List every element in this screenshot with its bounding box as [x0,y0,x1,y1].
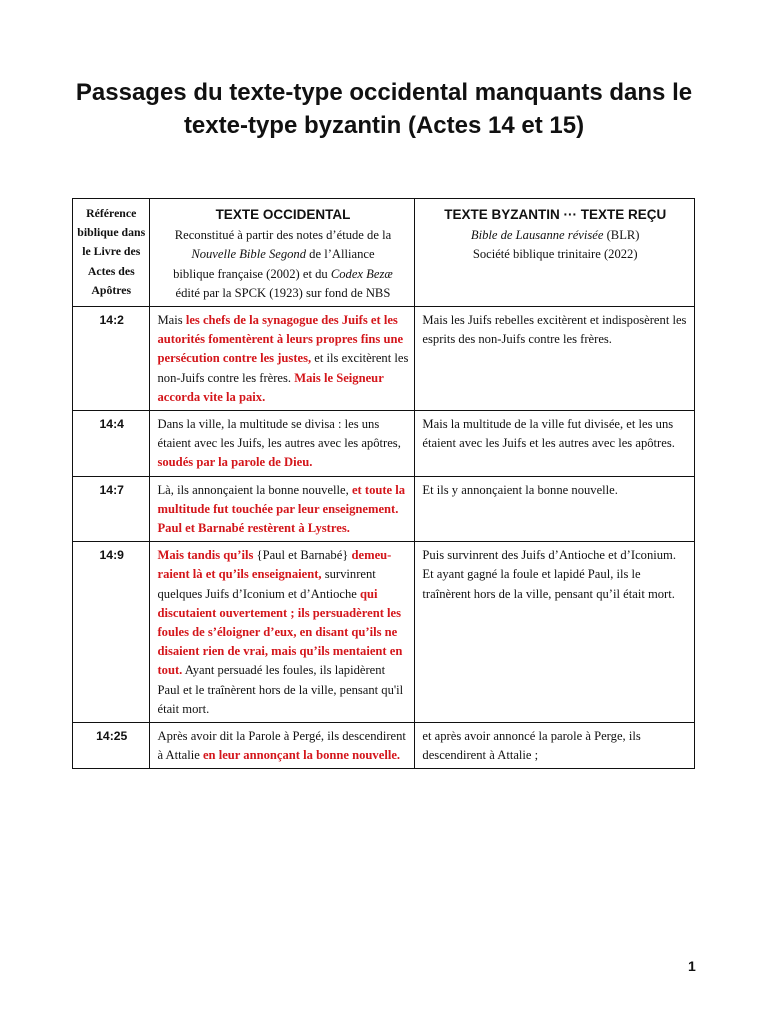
occidental-title: TEXTE OCCIDENTAL [215,207,351,222]
byzantin-desc-line [422,226,688,245]
byzantin-text-cell: Et ils y annonçaient la bonne nouvelle. [415,476,695,542]
occidental-common-text: {Paul et Barnabé} [253,548,352,563]
byzantin-text-cell: Puis survinrent des Juifs d’Antioche et d’Iconium. Et ayant gagné la foule et lapidé Paul, ils le traînèrent hors de la ville, pensant qu’il était mort. [415,542,695,723]
occidental-common-text: survinrent quelques Juifs d’Iconium et d’Antioche [157,567,376,601]
occidental-common-text: Mais [157,313,186,328]
verse-reference: 14:25 [73,723,150,769]
occidental-text-cell [150,723,415,769]
occidental-desc-text: biblique française (2002) et du [173,266,331,281]
occidental-added-text: qui discutaient ouvertement ; ils persuadèrent les foules de s’éloigner d’eux, en disant qu’ils ne disaient rien de vrai, mais qu’ils mentaient en tout. [157,586,403,678]
table-row [73,476,695,542]
occidental-text-cell [150,411,415,477]
occidental-common-text: Là, ils annonçaient la bonne nouvelle, [157,482,352,497]
table-row [73,542,695,723]
occidental-desc-line: Reconstitué à partir des notes d’étude de la [174,228,392,243]
occidental-common-text: Ayant persuadé les foules, ils lapidèrent Paul et le traînèrent hors de la ville, pensant qu'il était mort. [157,663,404,716]
occidental-added-text: en leur annonçant la bonne nouvelle. [202,748,401,763]
occidental-added-text: Mais tandis qu’ils [157,548,254,563]
comparison-table [72,198,695,769]
byzantin-text-cell: Mais les Juifs rebelles excitèrent et indisposèrent les esprits des non-Juifs contre les frères. [415,307,695,411]
byzantin-desc-line: Société biblique trinitaire (2022) [472,247,638,262]
occidental-text-cell [150,542,415,723]
occidental-added-text: les chefs de la synagogue des Juifs et les autorités fomentèrent à leurs propres fins une persécution contre les justes, [157,313,404,366]
byzantin-column-header [415,199,695,307]
verse-reference: 14:7 [73,476,150,542]
byzantin-desc-text: (BLR) [603,228,640,243]
occidental-desc-line [157,265,408,284]
byzantin-title: TEXTE BYZANTIN ··· TEXTE REÇU [444,207,667,222]
verse-reference: 14:4 [73,411,150,477]
occidental-text-cell [150,476,415,542]
occidental-common-text: Après avoir dit la Parole à Pergé, ils descendirent à Attalie [157,729,406,763]
occidental-desc-line [157,245,408,264]
occidental-added-text: Mais le Seigneur accorda vite la paix. [157,370,384,404]
table-row [73,723,695,769]
verse-reference: 14:9 [73,542,150,723]
byzantin-text-cell: Mais la multitude de la ville fut divisée, et les uns étaient avec les Juifs et les autres avec les apôtres. [415,411,695,477]
table-row [73,411,695,477]
occidental-desc-italic: Codex Bezæ [330,266,393,281]
occidental-added-text: et toute la multitude fut touchée par leur enseignement. Paul et Barnabé restèrent à Lystres. [157,482,406,536]
table-header-row [73,199,695,307]
table-body [73,307,695,769]
occidental-column-header [150,199,415,307]
occidental-common-text: et ils excitèrent les non-Juifs contre les frères. [157,351,409,385]
byzantin-text-cell: et après avoir annoncé la parole à Perge, ils descendirent à Attalie ; [415,723,695,769]
occidental-text-cell [150,307,415,411]
page-number: 1 [688,958,696,974]
table-row [73,307,695,411]
occidental-added-text: soudés par la parole de Dieu. [157,455,313,470]
page-title: Passages du texte-type occidental manquants dans le texte-type byzantin (Actes 14 et 15) [75,79,693,139]
ref-column-header: Référence biblique dans le Livre des Actes des Apôtres [73,199,150,307]
occidental-desc-text: de l’Alliance [306,247,375,262]
occidental-common-text: Dans la ville, la multitude se divisa : les uns étaient avec les Juifs, les autres avec les apôtres, [157,417,401,451]
occidental-added-text: demeu-raient là et qu’ils enseignaient, [157,548,392,582]
occidental-desc-line: édité par la SPCK (1923) sur fond de NBS [175,285,391,300]
occidental-desc-italic: Nouvelle Bible Segond [191,247,307,262]
byzantin-desc-italic: Bible de Lausanne révisée [470,228,604,243]
verse-reference: 14:2 [73,307,150,411]
